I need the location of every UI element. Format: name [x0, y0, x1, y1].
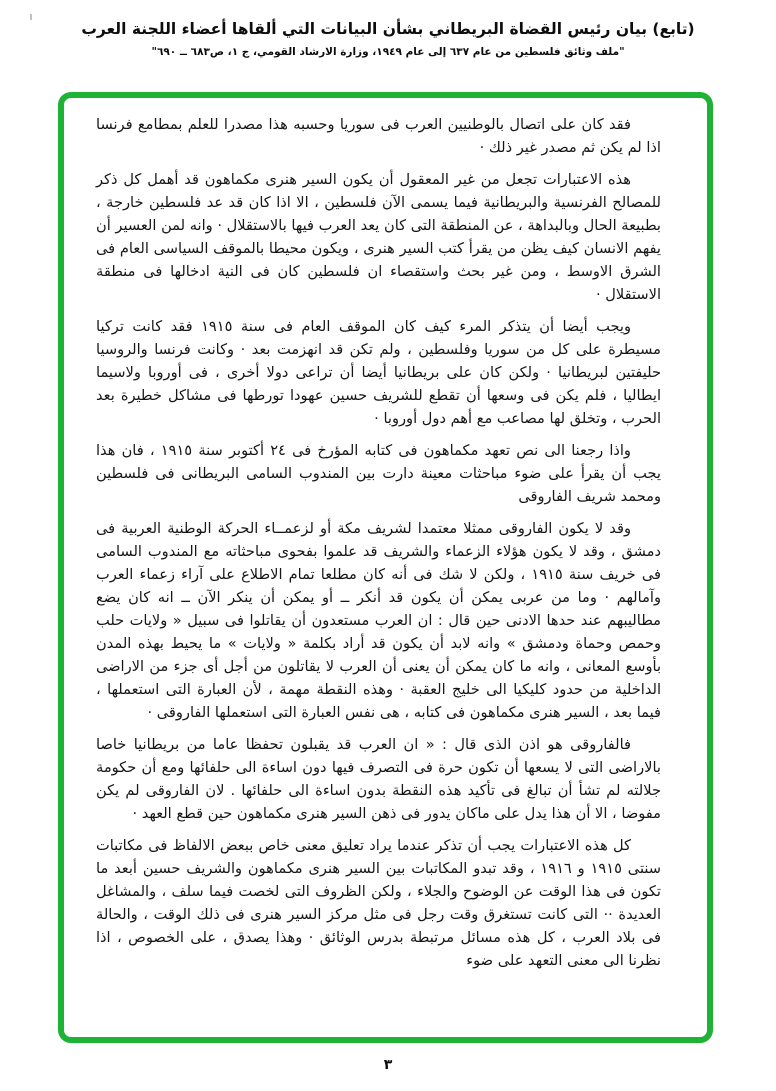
green-highlight-frame — [58, 92, 713, 1043]
paragraph: هذه الاعتبارات تجعل من غير المعقول أن يكون السير هنرى مكماهون قد أهمل كل ذكر للمصالح الفرنسية والبريطانية فيما يسمى الآن فلسطين ، الا اذا كان قد عد فلسطين خارجة ، بطبيعة الحال وبالبداهة ، عن المنطقة التى كان يعد العرب فيها بالاستقلال · وانه لمن العسير أن يفهم الانسان كيف يظن من يقرأ كتب السير هنرى ، ويكون محيطا بالموقف السياسى العام فى الشرق الاوسط ، ومن غير بحث واستقصاء ان فلسطين كان فى النية ادخالها فى منطقة الاستقلال · — [96, 171, 661, 303]
page-number: ٣ — [383, 1057, 393, 1073]
page-header — [0, 20, 776, 58]
paragraph: فالفاروقى هو اذن الذى قال : « ان العرب قد يقبلون تحفظا عاما من بريطانيا خاصا بالاراضى التى لا يسعها أن تكون حرة فى التصرف فيها دون اساءة الى حلفائها ومع أن حكومة جلالته لم تشأ أن تبالغ فى تأكيد هذه النقطة بدون اساءة الى حلفائها . لان الفاروقى لم يكن مفوضا ، الا أن هذا يدل على ماكان يدور فى ذهن السير هنرى مكماهون حين قطع العهد · — [96, 736, 661, 822]
page-title: (تابع) بيان رئيس القضاة البريطاني بشأن البيانات التي ألقاها أعضاء اللجنة العرب — [81, 20, 695, 38]
paragraph: وقد لا يكون الفاروقى ممثلا معتمدا لشريف مكة أو لزعمــاء الحركة الوطنية العربية فى دمشق ، وقد لا يكون هؤلاء الزعماء والشريف قد علموا بفحوى مباحثاته مع المندوب السامى فى خريف سنة ١٩١٥ ، ولكن لا شك فى أنه كان مطلعا تمام الاطلاع على آراء زعماء العرب وآمالهم · وما من عربى يمكن أن يكون قد أنكر ــ أو يمكن أن ينكر الآن ــ انه كان يضع مطاليبهم عند حدها الادنى حين قال : ان العرب مستعدون أن يقاتلوا فى سبيل « ولايات حلب وحمص وحماة ودمشق » وانه لابد أن يكون قد أراد بكلمة « ولايات » ما يحيط بهذه المدن بأوسع المعانى ، وانه ما كان يمكن أن يعنى أن العرب لا يقاتلون من أجل أى جزء من الاراضى الداخلية من حدود كليكيا الى خليج العقبة · وهذه النقطة مهمة ، لأن العبارة التى استعملها ، فيما بعد ، السير هنرى مكماهون فى كتابه ، هى نفس العبارة التى استعملها الفاروقى · — [96, 520, 661, 721]
paragraph: كل هذه الاعتبارات يجب أن تذكر عندما يراد تعليق معنى خاص ببعض الالفاظ فى مكاتبات سنتى ١٩١٥ و ١٩١٦ ، وقد تبدو المكاتبات بين السير هنرى مكماهون والشريف حسين أبعد ما تكون فى هذا الوقت عن الوضوح والجلاء ، ولكن الظروف التى لخصت فيما سلف ، والمشاغل العديدة ·· التى كانت تستغرق وقت رجل فى مثل مركز السير هنرى فى ذلك الوقت ، والحالة فى بلاد العرب ، كل هذه مسائل مرتبطة بدرس الوثائق · وهذا يصدق ، على الخصوص ، اذا نظرنا الى معنى التعهد على ضوء — [96, 837, 661, 969]
body-text — [64, 98, 707, 1037]
page-footer — [0, 1054, 776, 1073]
paragraph: واذا رجعنا الى نص تعهد مكماهون فى كتابه المؤرخ فى ٢٤ أكتوبر سنة ١٩١٥ ، فان هذا يجب أن يقرأ على ضوء مباحثات معينة دارت بين المندوب السامى البريطانى فى فلسطين ومحمد شريف الفاروقى — [96, 442, 661, 505]
source-citation: "ملف وثائق فلسطين من عام ٦٣٧ إلى عام ١٩٤٩، وزارة الارشاد القومي، ج ١، ص٦٨٣ ــ ٦٩٠" — [151, 46, 625, 58]
paragraph: ويجب أيضا أن يتذكر المرء كيف كان الموقف العام فى سنة ١٩١٥ فقد كانت تركيا مسيطرة على كل من سوريا وفلسطين ، ولم تكن قد انهزمت بعد · وكانت فرنسا والروسيا حليفتين لبريطانيا · ولكن كان على بريطانيا أيضا أن تراعى دولا أخرى ، فى أوروبا ولاسيما ايطاليا ، فلم يكن فى وسعها أن تقطع للشريف حسين عهودا تورطها فى مشاكل خطيرة بعد الحرب ، وتخلق لها مصاعب مع أهم دول أوروبا · — [96, 318, 661, 427]
paragraph: فقد كان على اتصال بالوطنيين العرب فى سوريا وحسبه هذا مصدرا للعلم بمطامع فرنسا اذا لم يكن ثم مصدر غير ذلك · — [96, 116, 661, 156]
